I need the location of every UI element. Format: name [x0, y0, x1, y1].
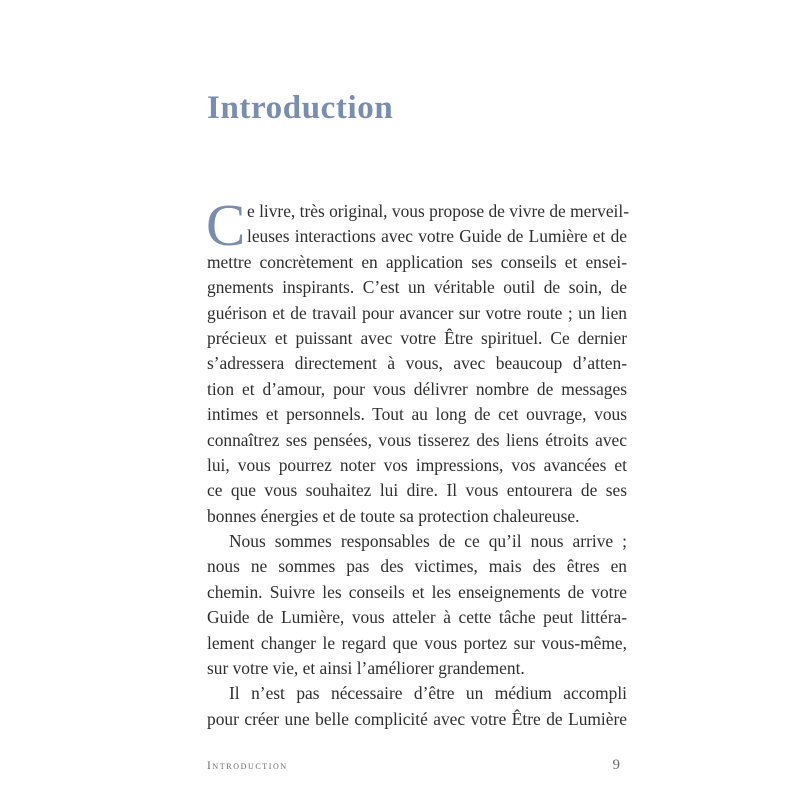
text-line: Nous sommes responsables de ce qu’il nous arrive ; — [229, 531, 627, 552]
text-line: connaîtrez ses pensées, vous tisserez des liens étroits avec — [207, 429, 627, 450]
text-line: leuses interactions avec votre Guide de Lumière et de — [247, 226, 627, 247]
text-line: e livre, très original, vous propose de vivre de merveil- — [247, 201, 629, 221]
drop-cap: C — [206, 192, 246, 258]
text-line: nous ne sommes pas des victimes, mais des êtres en — [207, 556, 627, 577]
text-line: sur votre vie, et ainsi l’améliorer grandement. — [207, 658, 525, 679]
text-line: Guide de Lumière, vous atteler à cette tâche peut littéra- — [207, 607, 627, 628]
text-line: ce que vous souhaitez lui dire. Il vous entourera de ses — [207, 480, 627, 501]
text-line: lement changer le regard que vous portez sur vous-même, — [207, 632, 627, 653]
text-line: mettre concrètement en application ses conseils et ensei- — [207, 251, 627, 272]
text-line: pour créer une belle complicité avec votre Être de Lumière — [207, 708, 627, 729]
text-line: gnements inspirants. C’est un véritable outil de soin, de — [207, 277, 627, 298]
text-line: guérison et de travail pour avancer sur votre route ; un lien — [207, 302, 627, 323]
text-line: tion et d’amour, pour vous délivrer nombre de messages — [207, 378, 627, 399]
paragraph-1 — [207, 199, 627, 529]
text-line: intimes et personnels. Tout au long de cet ouvrage, vous — [207, 404, 627, 425]
text-line: s’adressera directement à vous, avec beaucoup d’atten- — [207, 353, 627, 374]
paragraph-3 — [207, 681, 627, 732]
text-line: Il n’est pas nécessaire d’être un médium accompli — [229, 683, 627, 704]
paragraph-2 — [207, 529, 627, 681]
text-line: précieux et puissant avec votre Être spirituel. Ce dernier — [207, 327, 627, 348]
text-line: chemin. Suivre les conseils et les enseignements de votre — [207, 581, 627, 602]
text-line: lui, vous pourrez noter vos impressions, vos avancées et — [207, 454, 627, 475]
page-footer — [207, 757, 620, 780]
body-text — [206, 192, 629, 732]
page-number: 9 — [612, 757, 620, 773]
running-head: Introduction — [207, 760, 288, 772]
text-line: bonnes énergies et de toute sa protection chaleureuse. — [207, 505, 580, 526]
chapter-title: Introduction — [207, 90, 394, 126]
